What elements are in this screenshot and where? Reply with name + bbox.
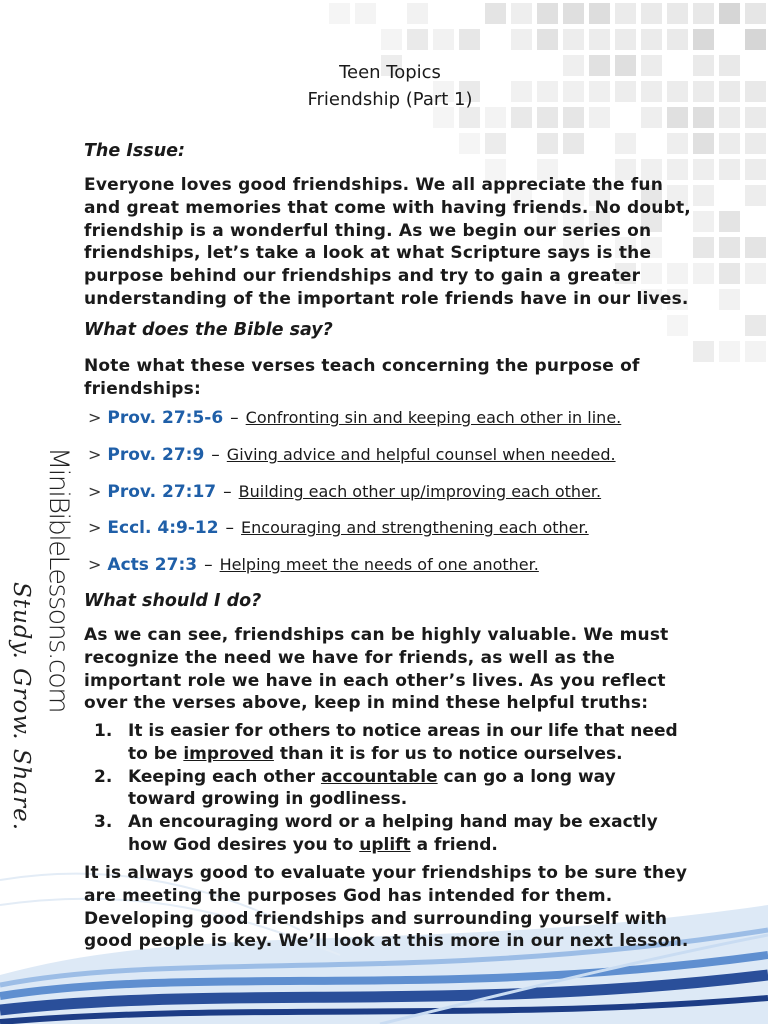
bullet-arrow-icon: > (88, 445, 102, 464)
truth-text: can go a long way (437, 766, 616, 787)
bullet-arrow-icon: > (88, 482, 102, 501)
verse-reference: Prov. 27:5-6 (107, 408, 224, 428)
verse-item (88, 555, 539, 575)
verse-reference: Eccl. 4:9-12 (107, 518, 219, 538)
closing-line: good people is key. We’ll look at this more in our next lesson. (84, 931, 689, 952)
closing-line: It is always good to evaluate your friendships to be sure they (84, 863, 688, 883)
todo-heading: What should I do? (84, 591, 262, 611)
todo-line: over the verses above, keep in mind these helpful truths: (84, 693, 649, 714)
verse-reference: Acts 27:3 (107, 555, 198, 575)
emphasis-word: improved (183, 743, 274, 764)
bible-intro-line: Note what these verses teach concerning the purpose of (84, 356, 640, 376)
tagline-script: Study. Grow. Share. (8, 582, 34, 832)
verse-dash: – (211, 445, 220, 465)
verse-reference: Prov. 27:9 (107, 445, 205, 465)
issue-paragraph (84, 174, 704, 311)
verse-description: Confronting sin and keeping each other in line. (245, 408, 622, 427)
truth-line (128, 743, 678, 766)
truth-text: a friend. (410, 834, 498, 855)
verse-dash: – (230, 408, 239, 428)
issue-line: friendship is a wonderful thing. As we begin our series on (84, 220, 652, 241)
truth-line: An encouraging word or a helping hand may be exactly (128, 812, 658, 833)
issue-line: understanding of the important role friends have in our lives. (84, 288, 689, 309)
truth-text: how God desires you to (128, 834, 360, 855)
verse-description: Encouraging and strengthening each other. (241, 518, 589, 537)
verse-description: Helping meet the needs of one another. (219, 555, 539, 574)
verse-description: Giving advice and helpful counsel when needed. (226, 445, 616, 464)
verse-item (88, 518, 589, 538)
truth-item (94, 766, 678, 812)
closing-line: are meeting the purposes God has intended for them. (84, 885, 613, 906)
truth-line (128, 834, 658, 857)
todo-line: recognize the need we have for friends, as well as the (84, 647, 615, 668)
verse-item (88, 445, 616, 465)
verse-dash: – (204, 555, 213, 575)
verse-item (88, 408, 621, 428)
verse-item (88, 482, 601, 502)
issue-line: friendships, let’s take a look at what Scripture says is the (84, 243, 652, 264)
bullet-arrow-icon: > (88, 408, 102, 427)
truth-item (94, 720, 678, 766)
issue-heading: The Issue: (84, 141, 186, 161)
bible-intro (84, 355, 704, 401)
issue-line: purpose behind our friendships and try to gain a greater (84, 266, 641, 287)
truth-line: It is easier for others to notice areas in our life that need (128, 721, 678, 741)
bible-heading: What does the Bible say? (84, 320, 333, 340)
bible-intro-line: friendships: (84, 378, 201, 399)
emphasis-word: accountable (320, 766, 438, 787)
site-watermark: MiniBibleLessons.com (43, 447, 74, 713)
verse-dash: – (225, 518, 235, 538)
truth-number: 1. (94, 721, 113, 741)
truth-text: than it is for us to notice ourselves. (273, 743, 623, 764)
truths-list (94, 720, 678, 857)
page-title: Teen Topics (339, 62, 441, 83)
issue-line: Everyone loves good friendships. We all appreciate the fun (84, 175, 663, 195)
truth-text: Keeping each other (128, 766, 321, 787)
verse-dash: – (223, 482, 232, 502)
truth-line (128, 766, 616, 789)
closing-paragraph (84, 862, 704, 953)
truth-number: 2. (94, 766, 113, 787)
page-subtitle: Friendship (Part 1) (307, 89, 473, 110)
truth-number: 3. (94, 812, 113, 833)
truth-line: toward growing in godliness. (128, 789, 408, 810)
todo-line: important role we have in each other’s lives. As you reflect (84, 670, 666, 691)
verse-reference: Prov. 27:17 (107, 482, 217, 502)
emphasis-word: uplift (359, 834, 411, 855)
bullet-arrow-icon: > (88, 555, 102, 574)
truth-text: to be (128, 743, 184, 764)
issue-line: and great memories that come with having friends. No doubt, (84, 197, 691, 218)
bullet-arrow-icon: > (88, 518, 102, 537)
closing-line: Developing good friendships and surrounding yourself with (84, 908, 668, 929)
truth-item (94, 811, 678, 857)
todo-paragraph (84, 624, 704, 715)
todo-line: As we can see, friendships can be highly valuable. We must (84, 625, 669, 645)
verse-description: Building each other up/improving each other. (238, 482, 602, 501)
